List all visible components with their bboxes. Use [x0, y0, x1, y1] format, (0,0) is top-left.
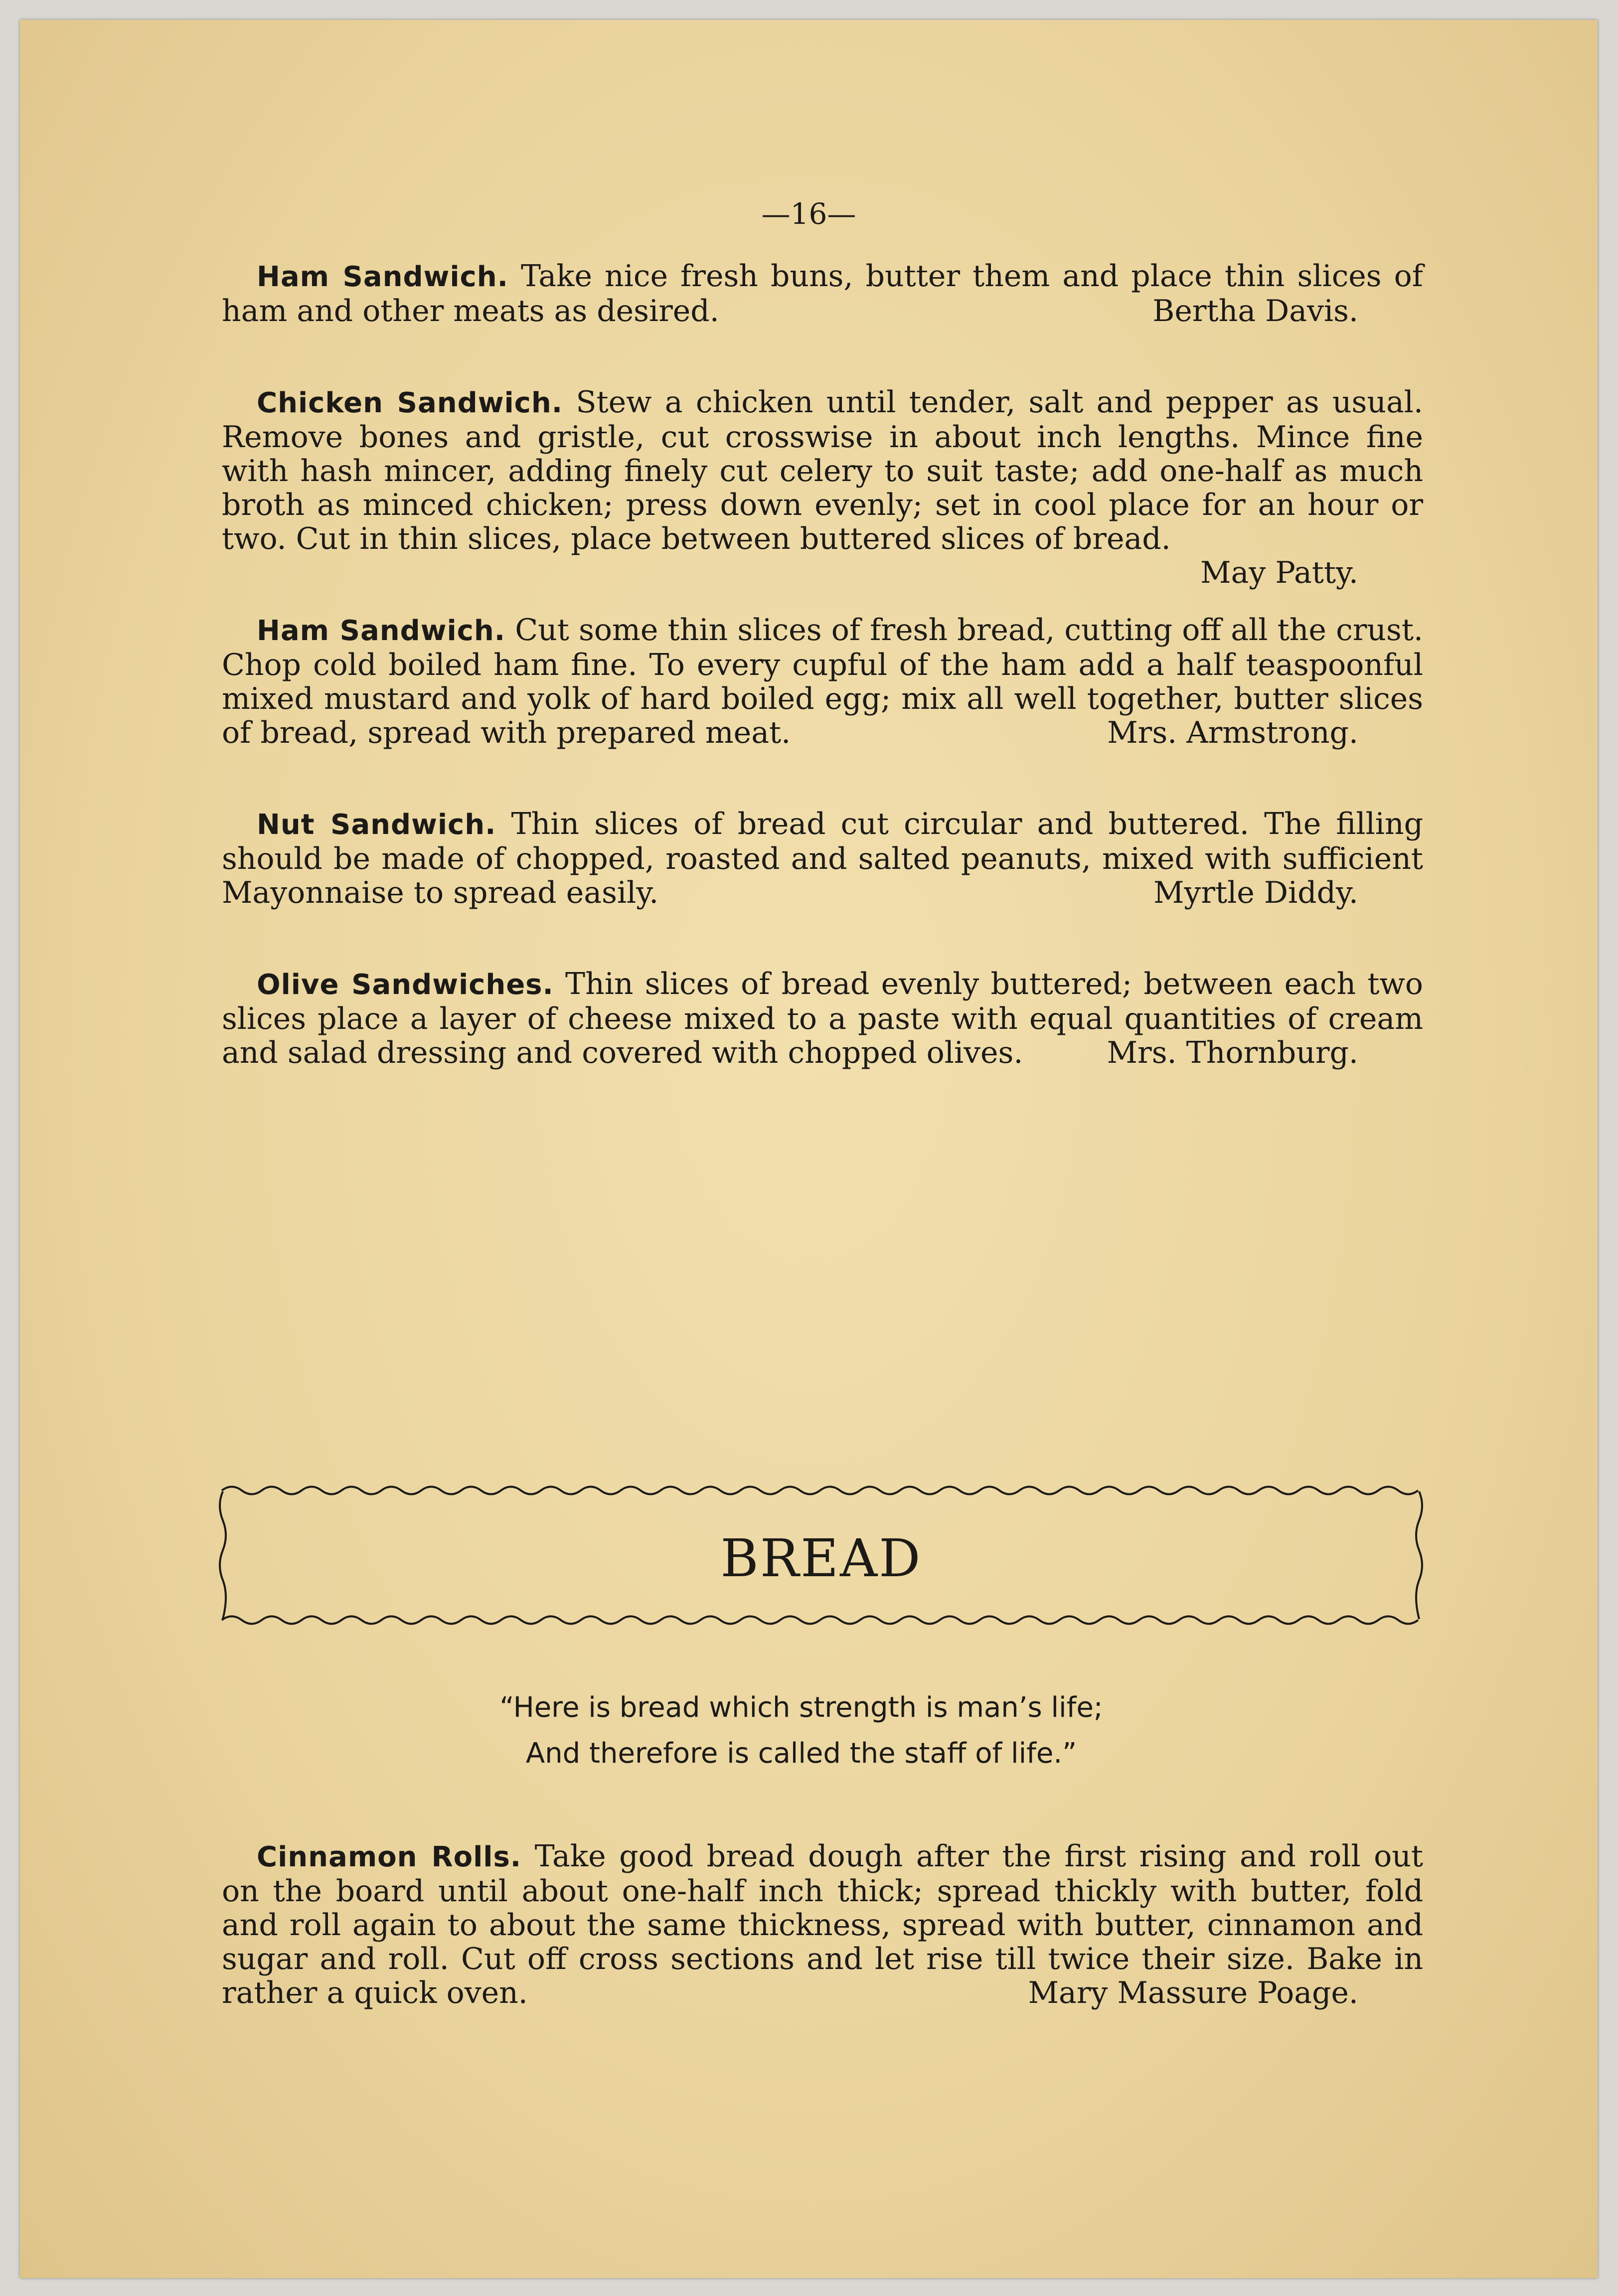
- recipe-author: Mary Massure Poage.: [1028, 1975, 1358, 2010]
- page-number: —16—: [761, 197, 856, 231]
- recipe-title: Cinnamon Rolls.: [257, 1841, 522, 1873]
- section-title: BREAD: [720, 1528, 922, 1589]
- recipe: [222, 807, 1423, 910]
- recipe-title: Ham Sandwich.: [257, 615, 505, 647]
- recipe-title: Chicken Sandwich.: [257, 387, 563, 419]
- recipe-text: Thin slices of bread evenly buttered; between each two slices place a layer of cheese mixed to a paste with equal quantities of cream and salad dressing and covered with chopped olives.: [222, 967, 1423, 1070]
- recipe: [222, 259, 1423, 328]
- recipe-title: Ham Sandwich.: [257, 261, 508, 293]
- recipe: [222, 967, 1423, 1070]
- sandwich-recipes: [222, 259, 1423, 1127]
- recipe-author: May Patty.: [1200, 555, 1358, 590]
- recipe-text: Thin slices of bread cut circular and buttered. The filling should be made of chopped, roasted and salted peanuts, mixed with sufficient Mayonnaise to spread easily.: [222, 807, 1424, 910]
- recipe-author: Mrs. Armstrong.: [1107, 715, 1358, 750]
- recipe: [222, 385, 1424, 590]
- recipe-author: Bertha Davis.: [1152, 294, 1358, 328]
- recipe-title: Nut Sandwich.: [257, 809, 496, 841]
- quote-line: “Here is bread which strength is man’s life;: [499, 1691, 1103, 1724]
- section-quote: [20, 1685, 1598, 1777]
- section-header-box: [217, 1480, 1426, 1630]
- recipe-text: Take good bread dough after the first rising and roll out on the board until about one-half inch thick; spread thickly with butter, fold and roll again to about the same thickness, spread with butter, cinnamon and sugar and roll. Cut off cross sections and let rise till twice their size. Bake in rather a quick oven.: [222, 1839, 1423, 2010]
- cookbook-page: [20, 20, 1598, 2278]
- bread-recipes: [222, 1839, 1423, 2067]
- quote-line: And therefore is called the staff of life.”: [525, 1737, 1077, 1770]
- recipe-text: Stew a chicken until tender, salt and pepper as usual. Remove bones and gristle, cut crosswise in about inch lengths. Mince fine with hash mincer, adding finely cut celery to suit taste; add one-half as much broth as minced chicken; press down evenly; set in cool place for an hour or two. Cut in thin slices, place between buttered slices of bread.: [222, 385, 1424, 556]
- recipe-author: Myrtle Diddy.: [1153, 875, 1358, 910]
- recipe-author: Mrs. Thornburg.: [1107, 1035, 1358, 1070]
- recipe: [222, 1839, 1423, 2010]
- recipe-text: Take nice fresh buns, butter them and place thin slices of ham and other meats as desired.: [222, 259, 1424, 328]
- recipe-text: Cut some thin slices of fresh bread, cutting off all the crust. Chop cold boiled ham fine. To every cupful of the ham add a half teaspoonful mixed mustard and yolk of hard boiled egg; mix all well together, butter slices of bread, spread with prepared meat.: [222, 613, 1424, 750]
- recipe-title: Olive Sandwiches.: [257, 969, 554, 1001]
- recipe: [222, 613, 1423, 750]
